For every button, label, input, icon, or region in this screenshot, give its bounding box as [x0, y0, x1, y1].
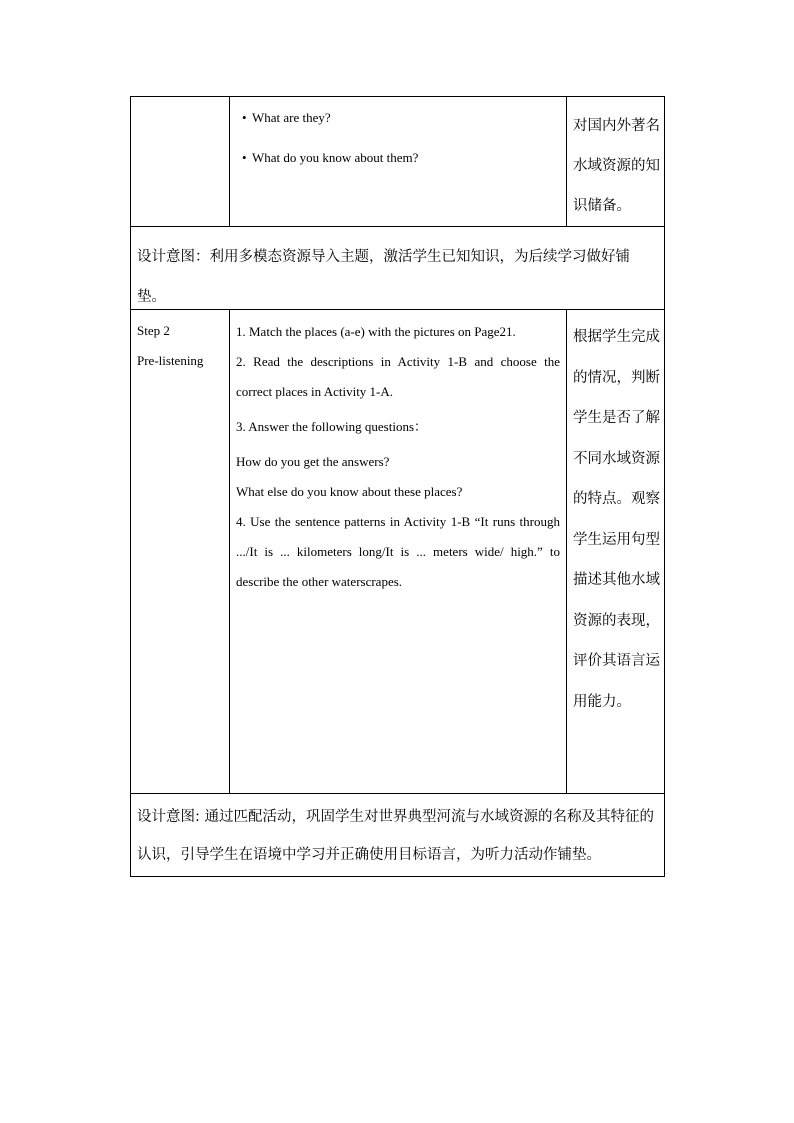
evaluation-text: 根据学生完成的情况，判断学生是否了解不同水域资源的特点。观察学生运用句型描述其他水域资源的表现，评价其语言运用能力。	[573, 329, 660, 710]
bullet-icon: •	[242, 150, 247, 165]
step-cell-empty	[131, 97, 230, 227]
question-item: How do you get the answers?	[236, 454, 390, 469]
lesson-plan-table	[130, 96, 665, 877]
bullet-item: • What do you know about them?	[242, 150, 419, 165]
step-label: Step 2	[137, 323, 170, 338]
design-intent-text: 设计意图：利用多模态资源导入主题，激活学生已知知识，为后续学习做好铺垫。	[137, 249, 630, 305]
table-row	[131, 227, 665, 310]
table-row	[131, 794, 665, 877]
activity-item: 3. Answer the following questions：	[236, 419, 428, 434]
bullet-icon: •	[242, 110, 247, 125]
activity-cell	[230, 97, 567, 227]
evaluation-cell	[567, 97, 665, 227]
design-intent-text: 设计意图: 通过匹配活动，巩固学生对世界典型河流与水域资源的名称及其特征的认识，引导学生在语境中学习并正确使用目标语言，为听力活动作铺垫。	[137, 809, 654, 863]
question-item: What else do you know about these places?	[236, 484, 463, 499]
table-row	[131, 97, 665, 227]
evaluation-cell	[567, 310, 665, 794]
design-intent-cell	[131, 794, 665, 877]
step-cell	[131, 310, 230, 794]
activity-item: 4. Use the sentence patterns in Activity 1-B “It runs through .../It is ... kilometers long/It is ... meters wide/ high.” to describe the other waterscrapes.	[236, 514, 560, 589]
bullet-item: • What are they?	[242, 110, 331, 125]
activity-item: 2. Read the descriptions in Activity 1-B and choose the correct places in Activity 1-A.	[236, 354, 560, 399]
activity-cell	[230, 310, 567, 794]
table-row	[131, 310, 665, 794]
activity-item: 1. Match the places (a-e) with the pictures on Page21.	[236, 324, 516, 339]
design-intent-cell	[131, 227, 665, 310]
stage-label: Pre-listening	[137, 353, 204, 368]
evaluation-text: 对国内外著名水域资源的知识储备。	[573, 118, 660, 214]
